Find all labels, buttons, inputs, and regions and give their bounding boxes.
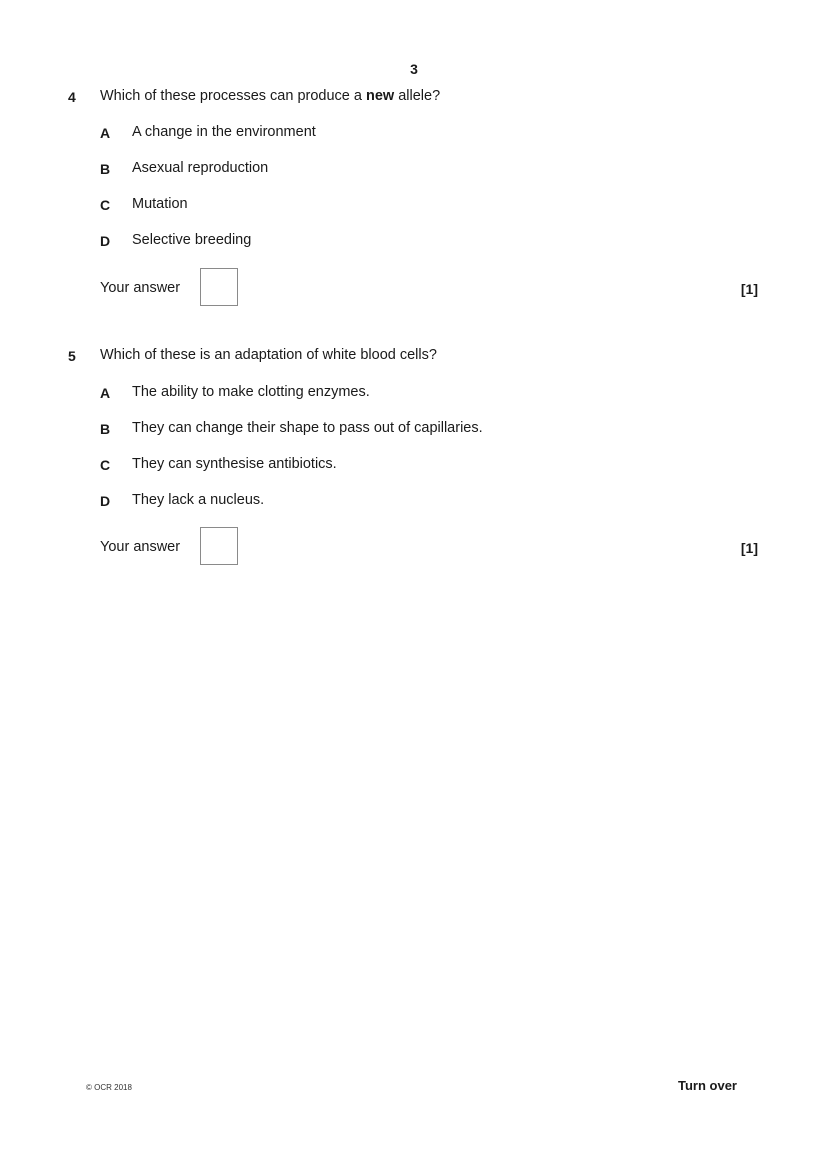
option-text-c: They can synthesise antibiotics. xyxy=(132,456,337,472)
option-letter-d: D xyxy=(100,233,111,249)
question-text xyxy=(100,88,440,104)
answer-label: Your answer xyxy=(100,280,181,296)
option-letter-a: A xyxy=(100,125,111,141)
question-text-emphasis: new xyxy=(365,88,395,104)
option-text-b: They can change their shape to pass out of capillaries. xyxy=(132,420,483,436)
question-number: 4 xyxy=(68,89,76,105)
option-letter-a: A xyxy=(100,385,111,401)
option-text-c: Mutation xyxy=(132,196,188,212)
answer-box[interactable] xyxy=(200,268,238,306)
marks-label: [1] xyxy=(740,540,758,556)
option-text-a: The ability to make clotting enzymes. xyxy=(132,384,370,400)
answer-label: Your answer xyxy=(100,539,181,555)
question-text-start: Which of these processes can produce a xyxy=(100,88,366,104)
option-letter-b: B xyxy=(100,161,111,177)
option-text-a: A change in the environment xyxy=(132,124,316,140)
option-text-b: Asexual reproduction xyxy=(132,160,269,176)
answer-box[interactable] xyxy=(200,527,238,565)
question-text-end: allele? xyxy=(394,88,441,104)
option-text-d: Selective breeding xyxy=(132,232,252,248)
turn-over-label: Turn over xyxy=(678,1078,737,1093)
option-letter-c: C xyxy=(100,457,111,473)
marks-label: [1] xyxy=(740,281,758,297)
option-letter-d: D xyxy=(100,493,111,509)
question-text: Which of these is an adaptation of white blood cells? xyxy=(100,347,437,363)
option-text-d: They lack a nucleus. xyxy=(132,492,265,508)
question-number: 5 xyxy=(68,348,76,364)
page-number: 3 xyxy=(410,61,418,77)
option-letter-c: C xyxy=(100,197,111,213)
option-letter-b: B xyxy=(100,421,111,437)
copyright-notice: © OCR 2018 xyxy=(86,1083,132,1092)
